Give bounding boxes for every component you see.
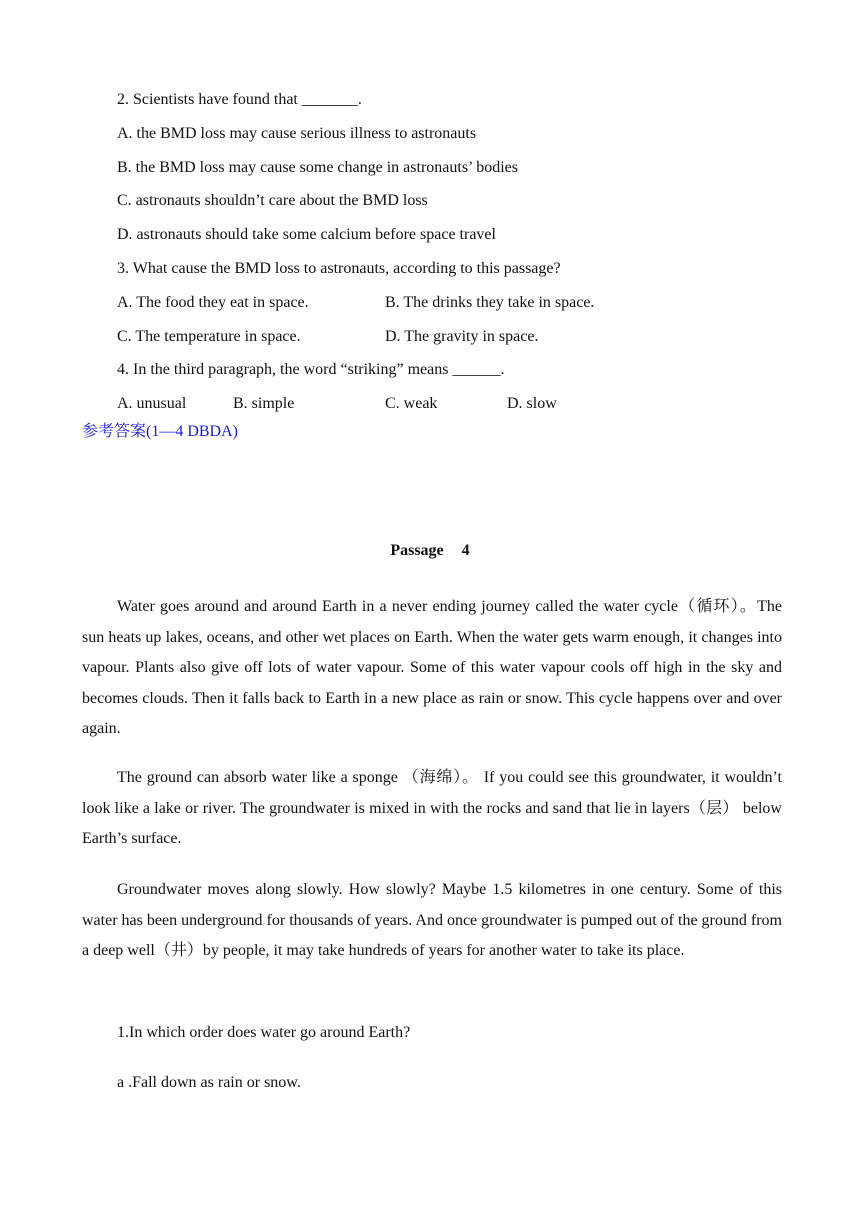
question-4-option-c: C. weak [385, 395, 438, 412]
question-4-option-a: A. unusual [117, 395, 187, 412]
passage-question-1-item-a: a .Fall down as rain or snow. [117, 1074, 301, 1091]
passage-paragraph-1: Water goes around and around Earth in a never ending journey called the water cycle（循环）。The sun heats up lakes, oceans, and other wet places on Earth. When the water gets warm enough, it changes into vapour. Plants also give off lots of water vapour. Some of this water vapour cools off high in the sky and becomes clouds. Then it falls back to Earth in a new place as rain or snow. This cycle happens over and over again. [82, 598, 782, 738]
question-4-stem: 4. In the third paragraph, the word “striking” means ______. [117, 361, 505, 378]
question-3-option-b: B. The drinks they take in space. [385, 294, 595, 311]
answer-key: 参考答案(1—4 DBDA) [82, 423, 238, 440]
passage-paragraph-3: Groundwater moves along slowly. How slowly? Maybe 1.5 kilometres in one century. Some of this water has been underground for thousands of years. And once groundwater is pumped out of the ground from a deep well（井）by people, it may take hundreds of years for another water to take its place. [82, 881, 782, 960]
question-3-stem: 3. What cause the BMD loss to astronauts, according to this passage? [117, 260, 561, 277]
question-2-option-d: D. astronauts should take some calcium before space travel [117, 226, 496, 243]
question-2-option-c: C. astronauts shouldn’t care about the BMD loss [117, 192, 428, 209]
question-3-option-a: A. The food they eat in space. [117, 294, 309, 311]
question-2-stem: 2. Scientists have found that _______. [117, 91, 362, 108]
question-2-option-b: B. the BMD loss may cause some change in astronauts’ bodies [117, 159, 518, 176]
passage-title: Passage 4 [390, 542, 470, 559]
passage-paragraph-2: The ground can absorb water like a sponge （海绵）。 If you could see this groundwater, it wouldn’t look like a lake or river. The groundwater is mixed in with the rocks and sand that lie in layers（层） below Earth’s surface. [82, 769, 782, 848]
question-3-option-c: C. The temperature in space. [117, 328, 301, 345]
question-4-option-b: B. simple [233, 395, 295, 412]
passage-question-1-stem: 1.In which order does water go around Earth? [117, 1024, 411, 1041]
question-4-option-d: D. slow [507, 395, 557, 412]
question-3-option-d: D. The gravity in space. [385, 328, 539, 345]
question-2-option-a: A. the BMD loss may cause serious illness to astronauts [117, 125, 477, 142]
